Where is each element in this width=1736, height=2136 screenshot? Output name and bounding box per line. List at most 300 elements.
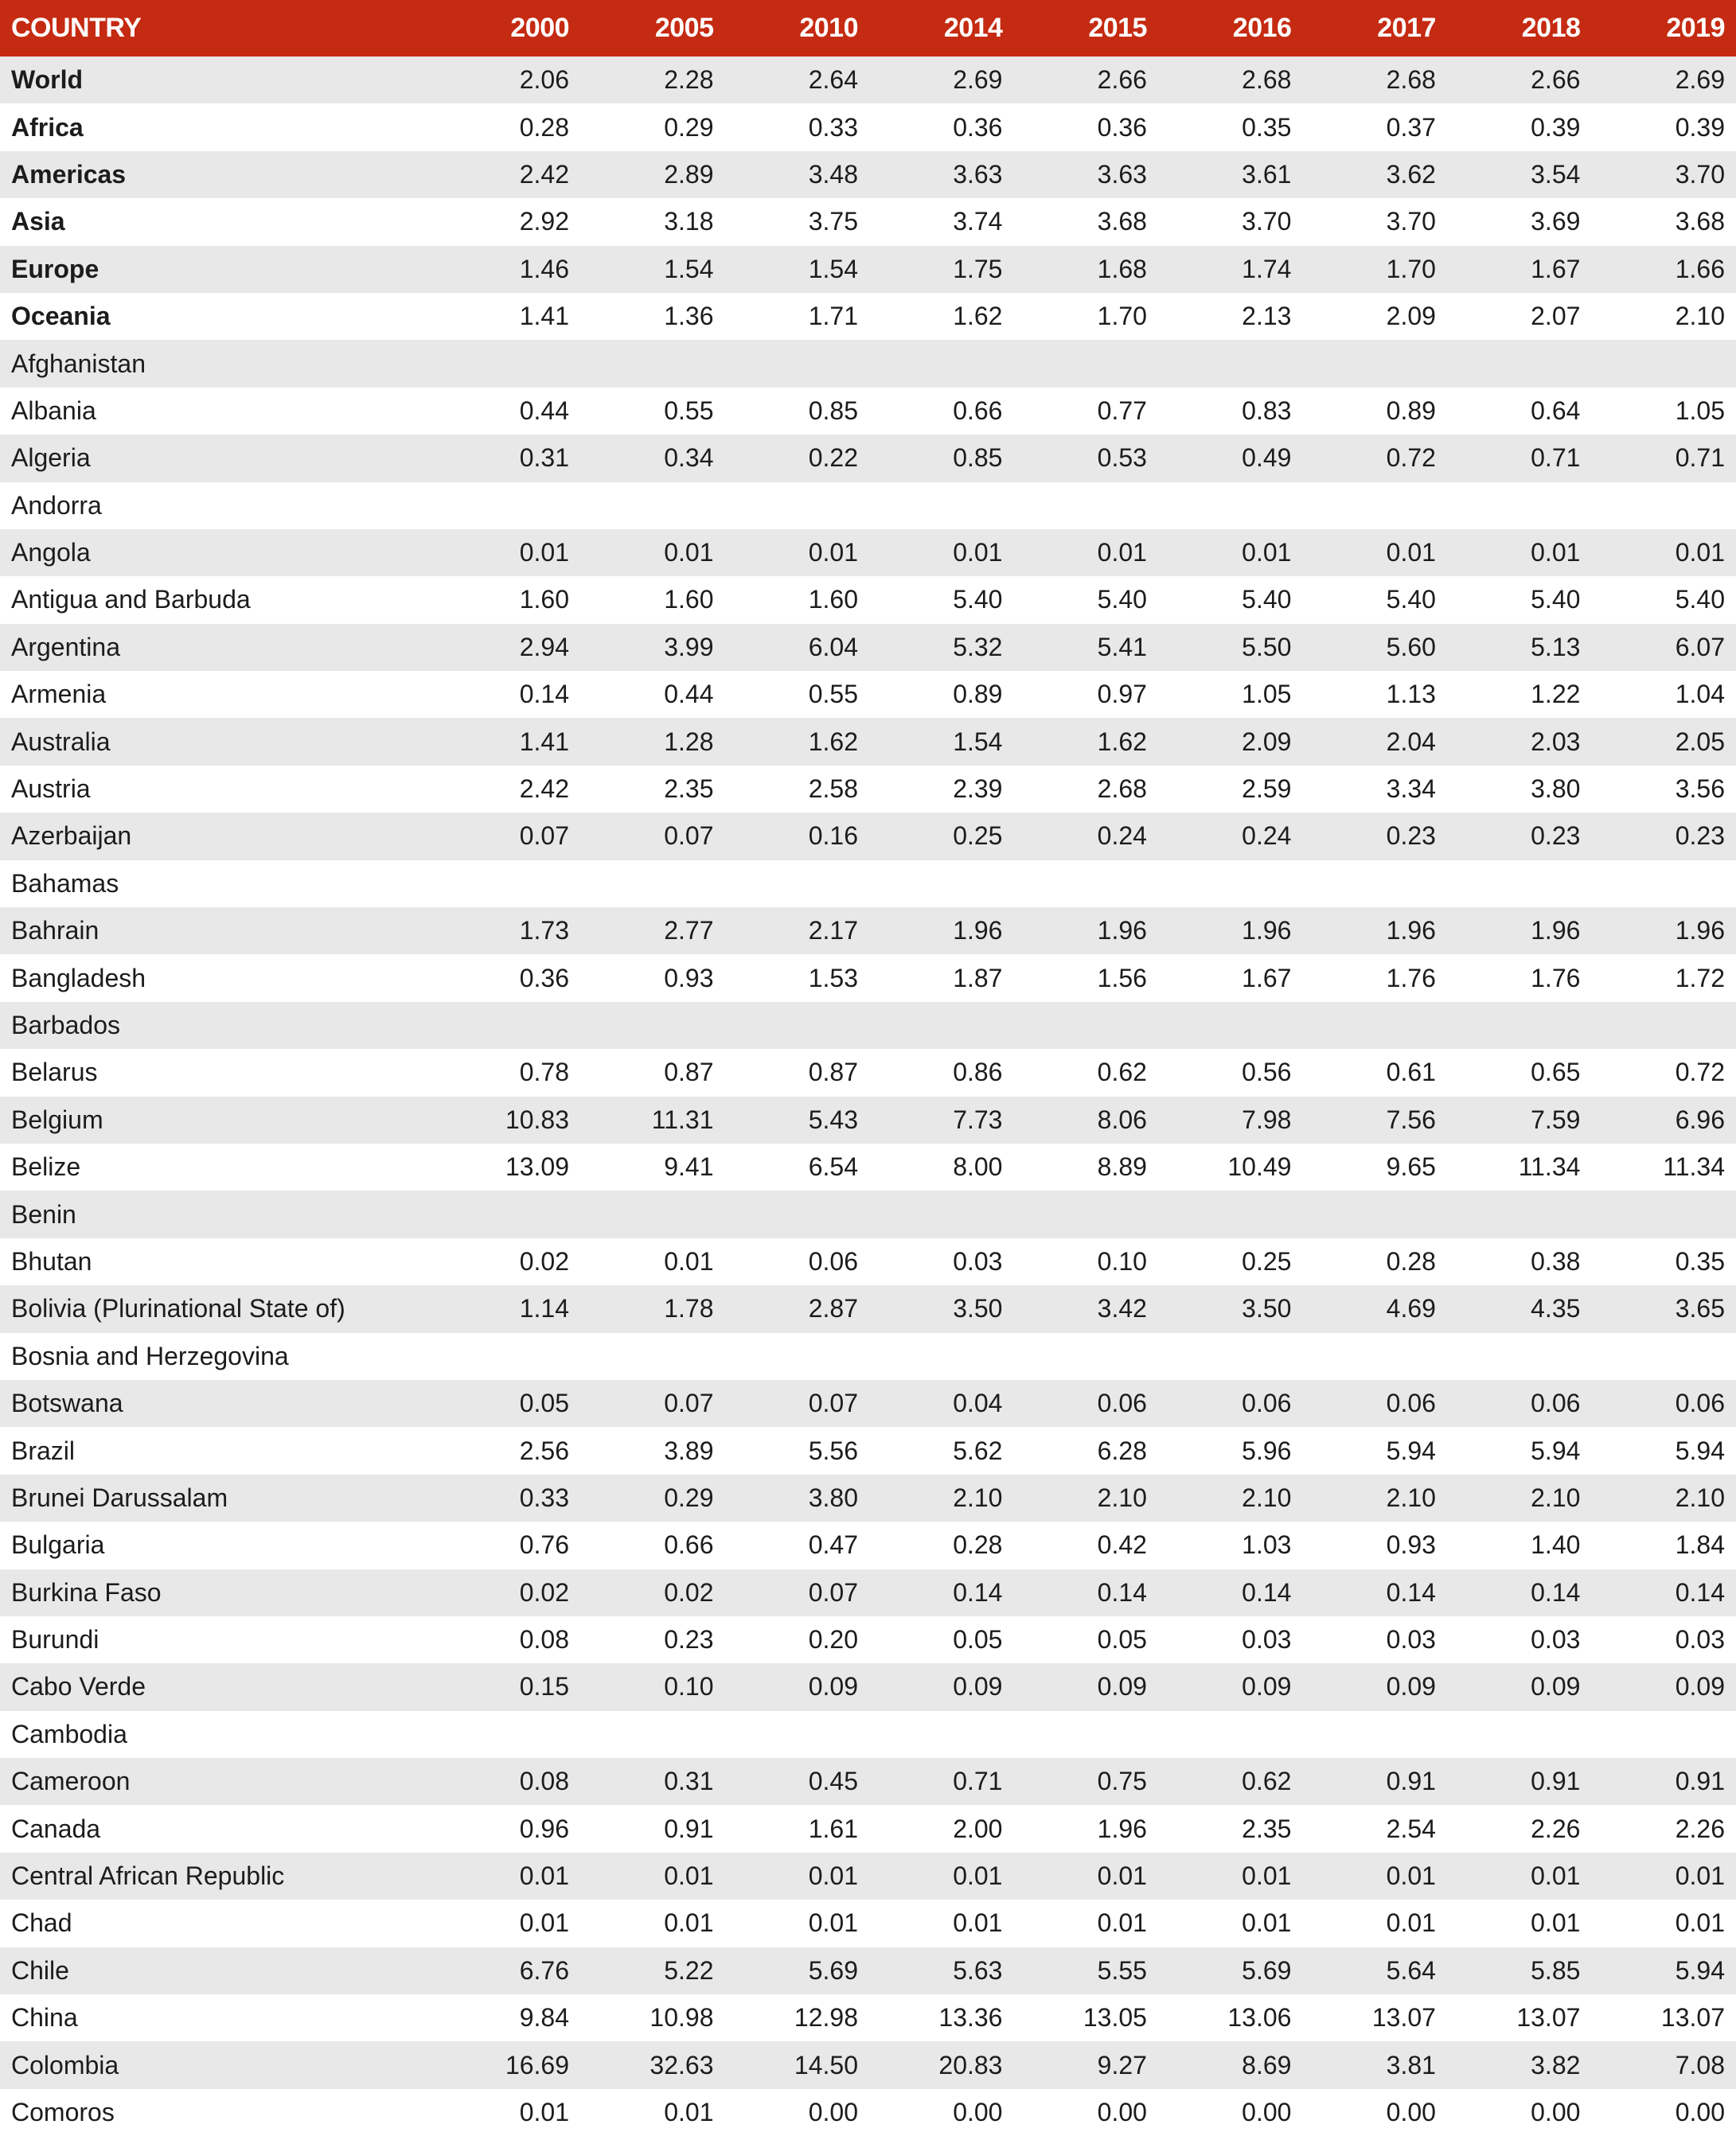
table-row xyxy=(0,1333,1736,1380)
value-cell xyxy=(580,1002,724,1049)
value-cell: 32.63 xyxy=(650,2050,714,2079)
value-cell: 1.76 xyxy=(1531,963,1581,992)
value-cell: 1.74 xyxy=(1242,254,1292,283)
value-cell: 2.04 xyxy=(1386,727,1436,756)
value-cell: 0.34 xyxy=(664,443,714,473)
value-cell: 0.01 xyxy=(664,1861,714,1891)
country-name-cell: Albania xyxy=(11,396,96,425)
region-row xyxy=(0,246,1736,293)
value-cell: 0.01 xyxy=(953,538,1003,567)
table-row xyxy=(0,1522,1736,1569)
value-cell: 0.23 xyxy=(1675,821,1725,851)
value-cell: 0.93 xyxy=(664,963,714,992)
value-cell: 2.10 xyxy=(1675,302,1725,331)
value-cell: 1.46 xyxy=(519,254,570,283)
value-cell xyxy=(1158,860,1302,907)
value-cell: 1.96 xyxy=(953,916,1003,945)
value-cell: 7.59 xyxy=(1531,1105,1581,1134)
value-cell: 3.81 xyxy=(1386,2050,1436,2079)
table-row xyxy=(0,1569,1736,1616)
value-cell: 0.03 xyxy=(1242,1625,1292,1655)
value-cell: 9.65 xyxy=(1386,1152,1436,1182)
value-cell: 5.50 xyxy=(1242,632,1292,661)
value-cell: 5.94 xyxy=(1675,1436,1725,1465)
value-cell: 0.28 xyxy=(953,1530,1003,1560)
table-row xyxy=(0,1616,1736,1663)
column-header-year: 2018 xyxy=(1521,13,1581,43)
table-row xyxy=(0,718,1736,765)
table-row xyxy=(0,2041,1736,2088)
table-row xyxy=(0,2089,1736,2136)
value-cell: 0.01 xyxy=(664,2097,714,2126)
value-cell: 0.91 xyxy=(664,1814,714,1843)
value-cell xyxy=(580,340,724,387)
column-header-year: 2019 xyxy=(1666,13,1725,43)
value-cell: 1.41 xyxy=(519,302,570,331)
value-cell: 1.96 xyxy=(1097,916,1147,945)
value-cell: 0.00 xyxy=(1675,2097,1725,2126)
value-cell: 0.45 xyxy=(808,1767,858,1796)
value-cell: 0.66 xyxy=(664,1530,714,1560)
value-cell: 5.69 xyxy=(1242,1955,1292,1985)
value-cell: 0.06 xyxy=(808,1246,858,1276)
value-cell: 0.96 xyxy=(519,1814,570,1843)
value-cell: 0.00 xyxy=(1386,2097,1436,2126)
value-cell: 1.60 xyxy=(664,585,714,614)
value-cell: 0.09 xyxy=(953,1672,1003,1701)
value-cell: 1.78 xyxy=(664,1294,714,1323)
table-row xyxy=(0,388,1736,435)
value-cell: 5.40 xyxy=(1386,585,1436,614)
table-row xyxy=(0,1049,1736,1096)
value-cell: 0.01 xyxy=(519,1861,570,1891)
value-cell: 1.87 xyxy=(953,963,1003,992)
value-cell: 2.28 xyxy=(664,65,714,95)
value-cell xyxy=(1158,1333,1302,1380)
value-cell: 0.55 xyxy=(664,396,714,425)
value-cell: 0.29 xyxy=(664,112,714,142)
value-cell xyxy=(1013,482,1157,529)
table-row xyxy=(0,860,1736,907)
value-cell: 3.82 xyxy=(1531,2050,1581,2079)
value-cell xyxy=(725,1002,869,1049)
value-cell: 0.01 xyxy=(664,538,714,567)
value-cell: 0.23 xyxy=(1386,821,1436,851)
value-cell xyxy=(725,1191,869,1238)
value-cell: 8.00 xyxy=(953,1152,1003,1182)
country-name-cell: Armenia xyxy=(11,680,107,709)
value-cell xyxy=(1591,1711,1736,1758)
value-cell: 1.14 xyxy=(519,1294,570,1323)
value-cell: 10.49 xyxy=(1227,1152,1292,1182)
value-cell xyxy=(436,482,580,529)
table-row xyxy=(0,1947,1736,1994)
value-cell: 0.06 xyxy=(1386,1389,1436,1418)
value-cell: 3.80 xyxy=(808,1483,858,1512)
value-cell: 2.00 xyxy=(953,1814,1003,1843)
table-row xyxy=(0,1191,1736,1238)
value-cell: 5.40 xyxy=(1097,585,1147,614)
value-cell: 0.03 xyxy=(1531,1625,1581,1655)
column-header-country: COUNTRY xyxy=(11,13,142,43)
country-name-cell: Antigua and Barbuda xyxy=(11,585,251,614)
value-cell xyxy=(1302,1002,1446,1049)
value-cell: 0.08 xyxy=(519,1767,570,1796)
value-cell: 0.06 xyxy=(1242,1389,1292,1418)
value-cell: 1.75 xyxy=(953,254,1003,283)
value-cell: 0.01 xyxy=(1386,538,1436,567)
value-cell: 2.69 xyxy=(953,65,1003,95)
value-cell: 0.23 xyxy=(664,1625,714,1655)
value-cell: 2.39 xyxy=(953,774,1003,804)
value-cell: 5.43 xyxy=(808,1105,858,1134)
value-cell xyxy=(1447,860,1591,907)
value-cell: 0.09 xyxy=(808,1672,858,1701)
value-cell: 0.24 xyxy=(1242,821,1292,851)
value-cell: 0.38 xyxy=(1531,1246,1581,1276)
country-name-cell: Central African Republic xyxy=(11,1861,285,1891)
value-cell: 1.96 xyxy=(1675,916,1725,945)
value-cell: 1.36 xyxy=(664,302,714,331)
value-cell: 0.06 xyxy=(1097,1389,1147,1418)
region-name-cell: Africa xyxy=(11,112,84,142)
value-cell: 5.22 xyxy=(664,1955,714,1985)
value-cell: 0.02 xyxy=(664,1577,714,1607)
value-cell: 0.71 xyxy=(1675,443,1725,473)
value-cell: 2.87 xyxy=(808,1294,858,1323)
value-cell: 5.40 xyxy=(1675,585,1725,614)
value-cell: 3.34 xyxy=(1386,774,1436,804)
value-cell xyxy=(869,340,1013,387)
value-cell: 0.75 xyxy=(1097,1767,1147,1796)
table-row xyxy=(0,1805,1736,1852)
value-cell: 1.67 xyxy=(1242,963,1292,992)
value-cell: 0.09 xyxy=(1386,1672,1436,1701)
value-cell xyxy=(580,482,724,529)
country-name-cell: Cambodia xyxy=(11,1719,127,1748)
value-cell: 1.84 xyxy=(1675,1530,1725,1560)
country-name-cell: Chad xyxy=(11,1908,72,1938)
value-cell: 0.71 xyxy=(953,1767,1003,1796)
value-cell: 0.01 xyxy=(664,1246,714,1276)
value-cell: 3.63 xyxy=(953,159,1003,189)
value-cell: 0.22 xyxy=(808,443,858,473)
value-cell: 1.54 xyxy=(953,727,1003,756)
value-cell: 11.34 xyxy=(1518,1152,1581,1182)
value-cell: 0.09 xyxy=(1675,1672,1725,1701)
value-cell: 0.15 xyxy=(519,1672,570,1701)
table-row xyxy=(0,340,1736,387)
value-cell: 3.70 xyxy=(1242,207,1292,236)
value-cell: 1.13 xyxy=(1386,680,1436,709)
region-name-cell: Europe xyxy=(11,254,99,283)
value-cell: 3.99 xyxy=(664,632,714,661)
value-cell: 1.68 xyxy=(1097,254,1147,283)
value-cell: 0.10 xyxy=(1097,1246,1147,1276)
value-cell: 7.73 xyxy=(953,1105,1003,1134)
country-name-cell: Belgium xyxy=(11,1105,103,1134)
value-cell: 0.39 xyxy=(1675,112,1725,142)
country-name-cell: Argentina xyxy=(11,632,120,661)
value-cell: 0.28 xyxy=(1386,1246,1436,1276)
region-name-cell: World xyxy=(11,65,84,95)
value-cell: 1.96 xyxy=(1242,916,1292,945)
value-cell: 0.62 xyxy=(1242,1767,1292,1796)
value-cell: 2.54 xyxy=(1386,1814,1436,1843)
value-cell: 1.03 xyxy=(1242,1530,1292,1560)
value-cell: 1.28 xyxy=(664,727,714,756)
table-row xyxy=(0,954,1736,1001)
value-cell: 3.74 xyxy=(953,207,1003,236)
value-cell: 3.61 xyxy=(1242,159,1292,189)
value-cell xyxy=(1013,1711,1157,1758)
value-cell: 0.01 xyxy=(1097,1908,1147,1938)
value-cell: 0.85 xyxy=(953,443,1003,473)
value-cell xyxy=(1591,860,1736,907)
country-name-cell: Barbados xyxy=(11,1011,120,1039)
value-cell xyxy=(1447,482,1591,529)
value-cell: 1.40 xyxy=(1531,1530,1581,1560)
value-cell: 4.69 xyxy=(1386,1294,1436,1323)
value-cell: 6.28 xyxy=(1097,1436,1147,1465)
value-cell: 0.06 xyxy=(1531,1389,1581,1418)
value-cell: 2.58 xyxy=(808,774,858,804)
value-cell: 9.84 xyxy=(519,2003,570,2033)
value-cell: 0.85 xyxy=(808,396,858,425)
value-cell: 2.10 xyxy=(1675,1483,1725,1512)
table-row xyxy=(0,482,1736,529)
value-cell: 0.00 xyxy=(1242,2097,1292,2126)
value-cell: 0.01 xyxy=(1675,1908,1725,1938)
value-cell: 0.07 xyxy=(664,821,714,851)
country-name-cell: Cabo Verde xyxy=(11,1672,146,1701)
value-cell xyxy=(1302,1711,1446,1758)
value-cell: 3.50 xyxy=(1242,1294,1292,1323)
value-cell: 0.53 xyxy=(1097,443,1147,473)
table-row xyxy=(0,1097,1736,1144)
value-cell xyxy=(1158,482,1302,529)
value-cell: 1.76 xyxy=(1386,963,1436,992)
value-cell: 5.56 xyxy=(808,1436,858,1465)
value-cell: 3.75 xyxy=(808,207,858,236)
value-cell: 0.07 xyxy=(808,1577,858,1607)
value-cell: 1.22 xyxy=(1531,680,1581,709)
value-cell: 3.42 xyxy=(1097,1294,1147,1323)
country-name-cell: Afghanistan xyxy=(11,349,146,378)
value-cell xyxy=(1158,1191,1302,1238)
value-cell xyxy=(1591,1333,1736,1380)
value-cell: 3.80 xyxy=(1531,774,1581,804)
value-cell: 5.69 xyxy=(808,1955,858,1985)
value-cell: 0.07 xyxy=(519,821,570,851)
value-cell: 2.10 xyxy=(953,1483,1003,1512)
value-cell: 0.01 xyxy=(1386,1908,1436,1938)
value-cell: 0.72 xyxy=(1386,443,1436,473)
country-name-cell: Brazil xyxy=(11,1436,76,1465)
value-cell xyxy=(725,482,869,529)
value-cell: 7.98 xyxy=(1242,1105,1292,1134)
value-cell: 0.02 xyxy=(519,1577,570,1607)
value-cell: 1.60 xyxy=(808,585,858,614)
value-cell: 2.10 xyxy=(1531,1483,1581,1512)
value-cell: 0.07 xyxy=(808,1389,858,1418)
value-cell xyxy=(436,340,580,387)
value-cell: 0.14 xyxy=(1242,1577,1292,1607)
value-cell: 0.04 xyxy=(953,1389,1003,1418)
column-header-year: 2000 xyxy=(510,13,570,43)
value-cell: 2.68 xyxy=(1386,65,1436,95)
value-cell: 2.89 xyxy=(664,159,714,189)
value-cell: 0.09 xyxy=(1242,1672,1292,1701)
country-name-cell: Botswana xyxy=(11,1389,123,1418)
value-cell: 4.35 xyxy=(1531,1294,1581,1323)
value-cell: 1.70 xyxy=(1386,254,1436,283)
column-header-year: 2005 xyxy=(654,13,714,43)
region-name-cell: Oceania xyxy=(11,302,111,331)
column-header-year: 2016 xyxy=(1232,13,1292,43)
value-cell: 0.00 xyxy=(808,2097,858,2126)
value-cell xyxy=(436,1191,580,1238)
value-cell: 3.65 xyxy=(1675,1294,1725,1323)
value-cell: 10.83 xyxy=(505,1105,570,1134)
value-cell: 20.83 xyxy=(938,2050,1003,2079)
region-row xyxy=(0,103,1736,150)
value-cell: 0.29 xyxy=(664,1483,714,1512)
value-cell xyxy=(1013,1333,1157,1380)
value-cell: 0.05 xyxy=(519,1389,570,1418)
value-cell: 5.55 xyxy=(1097,1955,1147,1985)
value-cell xyxy=(1013,1191,1157,1238)
value-cell: 0.01 xyxy=(519,2097,570,2126)
value-cell: 0.16 xyxy=(808,821,858,851)
country-name-cell: Belarus xyxy=(11,1058,98,1087)
value-cell: 0.14 xyxy=(1675,1577,1725,1607)
value-cell: 3.54 xyxy=(1531,159,1581,189)
value-cell: 12.98 xyxy=(794,2003,858,2033)
value-cell xyxy=(869,482,1013,529)
value-cell xyxy=(725,1333,869,1380)
value-cell: 0.03 xyxy=(1386,1625,1436,1655)
value-cell: 2.03 xyxy=(1531,727,1581,756)
value-cell: 0.89 xyxy=(1386,396,1436,425)
value-cell: 0.03 xyxy=(1675,1625,1725,1655)
table-row xyxy=(0,813,1736,859)
value-cell: 0.01 xyxy=(808,1908,858,1938)
country-name-cell: Belize xyxy=(11,1152,81,1182)
value-cell: 1.62 xyxy=(1097,727,1147,756)
country-name-cell: Chile xyxy=(11,1955,69,1985)
value-cell: 2.94 xyxy=(519,632,570,661)
value-cell: 0.44 xyxy=(519,396,570,425)
value-cell xyxy=(869,1191,1013,1238)
value-cell: 0.01 xyxy=(1531,1908,1581,1938)
value-cell xyxy=(1591,482,1736,529)
value-cell: 5.41 xyxy=(1097,632,1147,661)
table-row xyxy=(0,1663,1736,1710)
value-cell: 0.36 xyxy=(953,112,1003,142)
column-header-year: 2010 xyxy=(799,13,858,43)
value-cell: 0.00 xyxy=(953,2097,1003,2126)
value-cell: 5.40 xyxy=(953,585,1003,614)
value-cell: 0.01 xyxy=(1242,1861,1292,1891)
value-cell xyxy=(580,860,724,907)
value-cell: 0.66 xyxy=(953,396,1003,425)
table-row xyxy=(0,1238,1736,1285)
value-cell: 16.69 xyxy=(505,2050,570,2079)
value-cell: 0.61 xyxy=(1386,1058,1436,1087)
value-cell: 3.70 xyxy=(1675,159,1725,189)
country-name-cell: Benin xyxy=(11,1199,76,1229)
value-cell: 1.70 xyxy=(1097,302,1147,331)
value-cell: 2.68 xyxy=(1242,65,1292,95)
value-cell: 0.01 xyxy=(1097,1861,1147,1891)
value-cell: 0.01 xyxy=(1675,1861,1725,1891)
value-cell: 3.50 xyxy=(953,1294,1003,1323)
region-row xyxy=(0,198,1736,245)
country-name-cell: Canada xyxy=(11,1814,101,1843)
value-cell: 6.04 xyxy=(808,632,858,661)
value-cell: 5.40 xyxy=(1531,585,1581,614)
value-cell: 5.32 xyxy=(953,632,1003,661)
region-name-cell: Americas xyxy=(11,159,127,189)
value-cell xyxy=(436,860,580,907)
table-row xyxy=(0,1994,1736,2041)
country-name-cell: Bhutan xyxy=(11,1246,92,1276)
value-cell: 0.01 xyxy=(519,538,570,567)
value-cell: 6.54 xyxy=(808,1152,858,1182)
table-row xyxy=(0,1002,1736,1049)
value-cell: 5.40 xyxy=(1242,585,1292,614)
value-cell: 1.53 xyxy=(808,963,858,992)
value-cell: 0.01 xyxy=(1097,538,1147,567)
value-cell: 0.87 xyxy=(808,1058,858,1087)
value-cell: 0.97 xyxy=(1097,680,1147,709)
table-row xyxy=(0,1285,1736,1332)
country-name-cell: Bangladesh xyxy=(11,963,146,992)
country-name-cell: Brunei Darussalam xyxy=(11,1483,228,1512)
value-cell: 0.03 xyxy=(953,1246,1003,1276)
value-cell xyxy=(1158,340,1302,387)
value-cell: 0.56 xyxy=(1242,1058,1292,1087)
value-cell: 0.01 xyxy=(1531,538,1581,567)
value-cell: 1.60 xyxy=(519,585,570,614)
value-cell: 2.35 xyxy=(1242,1814,1292,1843)
value-cell xyxy=(1013,860,1157,907)
value-cell xyxy=(1302,1333,1446,1380)
value-cell xyxy=(1302,340,1446,387)
value-cell: 0.78 xyxy=(519,1058,570,1087)
column-header-year: 2017 xyxy=(1377,13,1436,43)
value-cell: 0.25 xyxy=(1242,1246,1292,1276)
value-cell xyxy=(1302,860,1446,907)
value-cell xyxy=(1447,1002,1591,1049)
value-cell xyxy=(1158,1002,1302,1049)
value-cell: 3.68 xyxy=(1675,207,1725,236)
country-name-cell: Austria xyxy=(11,774,91,804)
value-cell xyxy=(725,1711,869,1758)
value-cell xyxy=(869,1333,1013,1380)
value-cell: 0.91 xyxy=(1531,1767,1581,1796)
value-cell: 8.89 xyxy=(1097,1152,1147,1182)
value-cell: 1.54 xyxy=(664,254,714,283)
value-cell: 0.28 xyxy=(519,112,570,142)
country-name-cell: Andorra xyxy=(11,490,102,520)
value-cell: 0.86 xyxy=(953,1058,1003,1087)
value-cell: 0.01 xyxy=(1675,538,1725,567)
value-cell: 13.07 xyxy=(1660,2003,1725,2033)
value-cell: 1.96 xyxy=(1097,1814,1147,1843)
value-cell: 1.96 xyxy=(1531,916,1581,945)
